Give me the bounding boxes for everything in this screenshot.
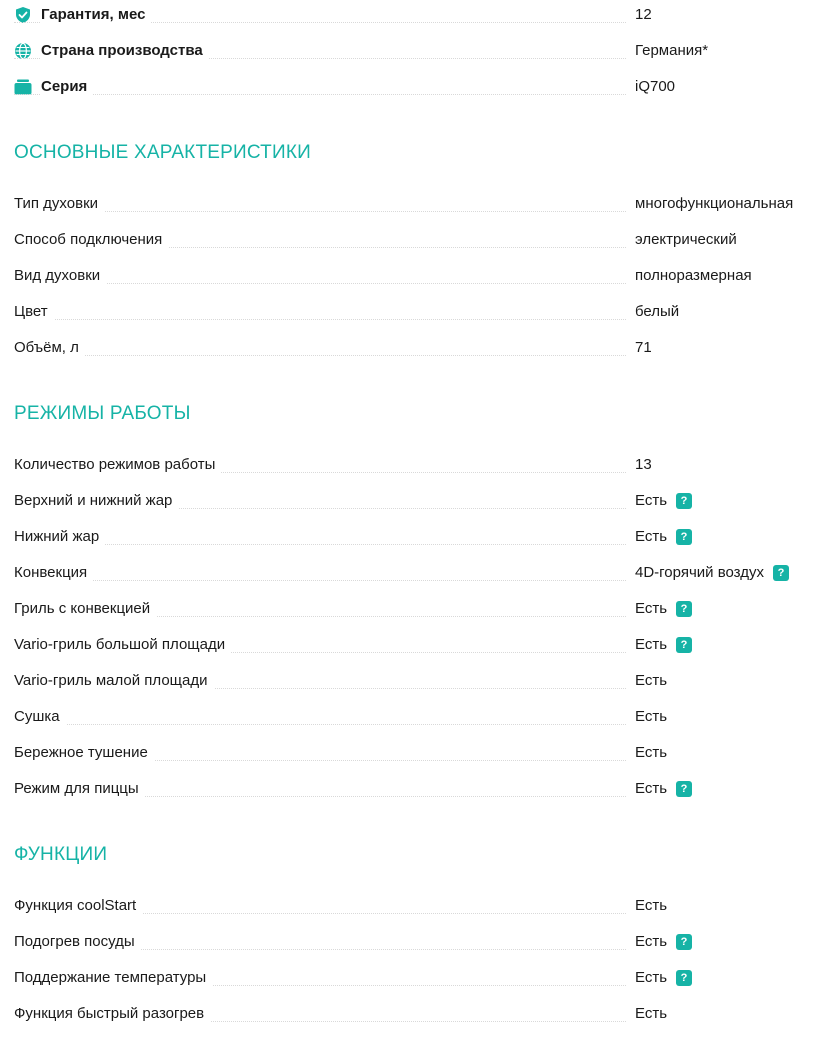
spec-label: Тип духовки: [14, 194, 104, 214]
spec-value-text: полноразмерная: [635, 267, 752, 284]
spec-value: [635, 932, 692, 952]
spec-row: [14, 300, 813, 336]
spec-value: [635, 41, 708, 61]
spec-row: [14, 192, 813, 228]
spec-label: Подогрев посуды: [14, 932, 141, 952]
spec-value: [635, 455, 652, 475]
spec-value-text: Есть: [635, 933, 668, 950]
spec-value: [635, 599, 692, 619]
spec-row-series: [14, 75, 813, 111]
dotted-leader: [14, 319, 626, 320]
section-title-modes: РЕЖИМЫ РАБОТЫ: [14, 403, 191, 424]
spec-row: [14, 930, 813, 966]
spec-row: [14, 336, 813, 372]
dotted-leader: [14, 724, 626, 725]
spec-row: [14, 669, 813, 705]
spec-value-text: Германия*: [635, 42, 709, 59]
spec-row: [14, 633, 813, 669]
spec-value: [635, 671, 667, 691]
spec-value-text: 4D-горячий воздух: [635, 564, 764, 581]
spec-row: [14, 597, 813, 633]
spec-row: [14, 489, 813, 525]
dotted-leader: [14, 544, 626, 545]
spec-label: Объём, л: [14, 338, 85, 358]
spec-row-country: [14, 39, 813, 75]
spec-value-text: электрический: [635, 231, 737, 248]
spec-value-text: Есть: [635, 600, 668, 617]
spec-row: [14, 264, 813, 300]
spec-value-text: Есть: [635, 708, 668, 725]
spec-label: Гарантия, мес: [41, 5, 151, 25]
spec-value: [635, 266, 752, 286]
dotted-leader: [14, 94, 626, 95]
spec-row: [14, 525, 813, 561]
spec-label: Сушка: [14, 707, 66, 727]
dotted-leader: [14, 211, 626, 212]
spec-label: Верхний и нижний жар: [14, 491, 178, 511]
spec-row: [14, 777, 813, 813]
spec-value-text: Есть: [635, 744, 668, 761]
help-icon[interactable]: ?: [676, 934, 692, 950]
help-icon[interactable]: ?: [676, 637, 692, 653]
spec-value: [635, 194, 793, 214]
spec-value: [635, 896, 667, 916]
spec-value-text: Есть: [635, 1005, 668, 1022]
help-icon[interactable]: ?: [676, 970, 692, 986]
spec-value-text: Есть: [635, 780, 668, 797]
spec-label: Гриль с конвекцией: [14, 599, 156, 619]
spec-value-text: 12: [635, 6, 652, 23]
spec-value-text: белый: [635, 303, 680, 320]
spec-label: Количество режимов работы: [14, 455, 221, 475]
spec-value: [635, 743, 667, 763]
spec-label: Страна производства: [41, 41, 209, 61]
spec-row: [14, 894, 813, 930]
spec-value: [635, 491, 692, 511]
spec-value: [635, 563, 789, 583]
spec-row: [14, 966, 813, 1002]
dotted-leader: [14, 580, 626, 581]
spec-label: Способ подключения: [14, 230, 168, 250]
spec-label: Нижний жар: [14, 527, 105, 547]
spec-value-text: Есть: [635, 636, 668, 653]
spec-value: [635, 1004, 667, 1024]
spec-value-text: Есть: [635, 897, 668, 914]
dotted-leader: [14, 355, 626, 356]
help-icon[interactable]: ?: [676, 493, 692, 509]
spec-value-text: Есть: [635, 528, 668, 545]
spec-label: Функция coolStart: [14, 896, 142, 916]
section-title-main: ОСНОВНЫЕ ХАРАКТЕРИСТИКИ: [14, 142, 311, 163]
help-icon[interactable]: ?: [773, 565, 789, 581]
spec-value: [635, 5, 652, 25]
spec-label: Функция быстрый разогрев: [14, 1004, 210, 1024]
spec-row: [14, 705, 813, 741]
spec-value-text: iQ700: [635, 78, 676, 95]
spec-value-text: многофункциональная: [635, 195, 794, 212]
help-icon[interactable]: ?: [676, 601, 692, 617]
spec-value: [635, 635, 692, 655]
spec-value: [635, 707, 667, 727]
spec-row-warranty: [14, 3, 813, 39]
spec-value-text: 71: [635, 339, 652, 356]
spec-row: [14, 741, 813, 777]
spec-value-text: Есть: [635, 969, 668, 986]
spec-value: [635, 968, 692, 988]
spec-value: [635, 779, 692, 799]
spec-label: Конвекция: [14, 563, 93, 583]
spec-label: Vario-гриль большой площади: [14, 635, 231, 655]
spec-value-text: Есть: [635, 672, 668, 689]
spec-label: Бережное тушение: [14, 743, 154, 763]
spec-value: [635, 527, 692, 547]
help-icon[interactable]: ?: [676, 529, 692, 545]
spec-value-text: 13: [635, 456, 652, 473]
spec-value: [635, 77, 675, 97]
help-icon[interactable]: ?: [676, 781, 692, 797]
spec-row: [14, 453, 813, 489]
section-title-functions: ФУНКЦИИ: [14, 844, 108, 865]
spec-value: [635, 230, 737, 250]
spec-label: Вид духовки: [14, 266, 106, 286]
spec-value: [635, 302, 679, 322]
spec-label: Режим для пиццы: [14, 779, 145, 799]
spec-value-text: Есть: [635, 492, 668, 509]
spec-row: [14, 561, 813, 597]
spec-label: Серия: [41, 77, 93, 97]
spec-row: [14, 1002, 813, 1038]
spec-label: Цвет: [14, 302, 54, 322]
spec-row: [14, 228, 813, 264]
spec-value: [635, 338, 652, 358]
spec-label: Поддержание температуры: [14, 968, 212, 988]
spec-label: Vario-гриль малой площади: [14, 671, 214, 691]
